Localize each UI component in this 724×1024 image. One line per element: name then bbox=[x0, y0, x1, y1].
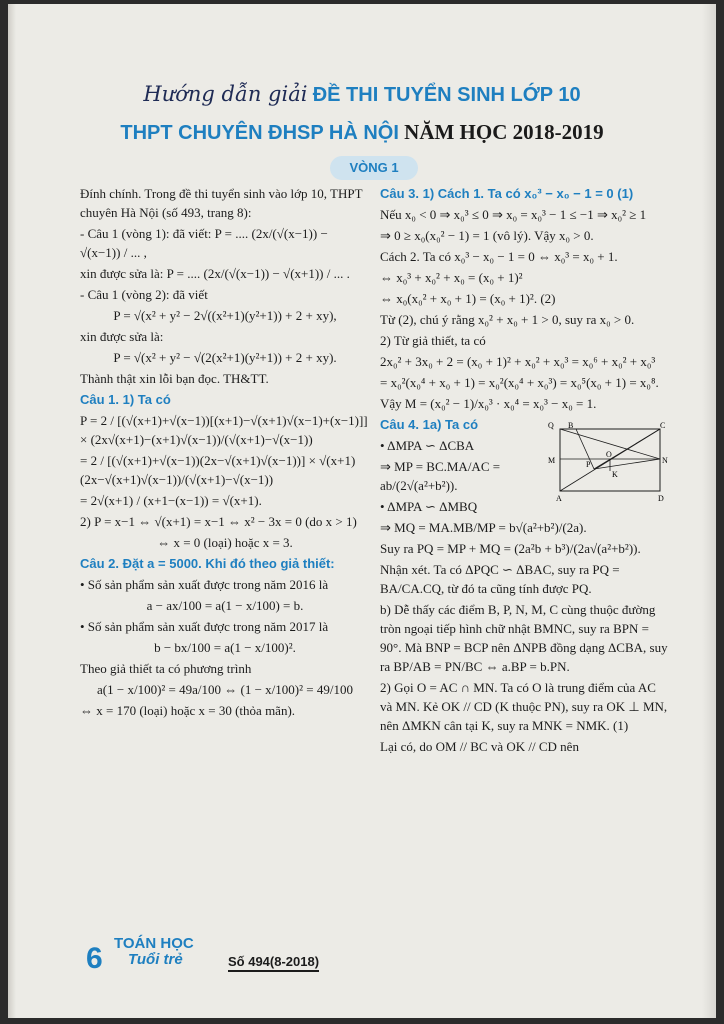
label-o: O bbox=[606, 450, 612, 459]
page-binding-shadow bbox=[8, 4, 16, 1018]
q3-line8: 2x₀² + 3x₀ + 2 = (x₀ + 1)² + x₀² + x₀³ = x₀⁶ + x₀² + x₀³ bbox=[380, 354, 656, 369]
rectangle-figure bbox=[546, 419, 670, 507]
erratum-q1-r2-wrong: P = √(x² + y² − 2√((x²+1)(y²+1)) + 2 + xy), bbox=[113, 308, 337, 323]
page-title-line2 bbox=[8, 120, 716, 145]
label-b: B bbox=[568, 421, 574, 430]
q4-line1: • ΔMPA ∽ ΔCBA bbox=[380, 438, 475, 453]
q3-line7: 2) Từ giả thiết, ta có bbox=[380, 333, 486, 348]
label-q: Q bbox=[548, 421, 554, 430]
q3-line5: ⇔ x₀(x₀² + x₀ + 1) = (x₀ + 1)². (2) bbox=[380, 291, 556, 306]
erratum-apology: Thành thật xin lỗi bạn đọc. TH&TT. bbox=[80, 371, 269, 386]
round-badge: VÒNG 1 bbox=[330, 156, 418, 180]
issue-number: Số 494(8-2018) bbox=[228, 954, 319, 972]
q3-line10: Vậy M = (x₀² − 1)/x₀³ · x₀⁴ = x₀³ − x₀ = 1. bbox=[380, 396, 597, 411]
q1-step2: = 2 / [(√(x+1)+√(x−1))(2x−√(x+1)√(x−1))] × √(x+1)(2x−√(x+1)√(x−1))/(√(x+1)−√(x−1)) bbox=[80, 453, 356, 487]
q1-part2-result: ⇔ x = 0 (loại) hoặc x = 3. bbox=[157, 535, 293, 550]
erratum-intro: Đính chính. Trong đề thi tuyển sinh vào lớp 10, THPT chuyên Hà Nội (số 493, trang 8): bbox=[80, 186, 363, 220]
q1-part2: 2) P = x−1 ⇔ √(x+1) = x−1 ⇔ x² − 3x = 0 (do x > 1) bbox=[80, 514, 357, 529]
label-n: N bbox=[662, 456, 668, 465]
q2-bullet1: • Số sản phẩm sản xuất được trong năm 2016 là bbox=[80, 577, 329, 592]
title-italic: Hướng dẫn giải bbox=[143, 82, 308, 106]
q2-eq3: a(1 − x/100)² = 49a/100 ⇔ (1 − x/100)² = 49/100 bbox=[97, 682, 353, 697]
q3-line1: Nếu x₀ < 0 ⇒ x₀³ ≤ 0 ⇒ x₀ = x₀³ − 1 ≤ −1 ⇒ x₀² ≥ 1 bbox=[380, 207, 647, 222]
q1-step1: P = 2 / [(√(x+1)+√(x−1))[(x+1)−√(x+1)√(x−1)+(x−1)]] × (2x√(x+1)−(x+1)√(x−1))/(√(x+1)−√(x−1)) bbox=[80, 413, 368, 447]
q4-line2: ⇒ MP = BC.MA/AC = ab/(2√(a²+b²)). bbox=[380, 459, 501, 493]
label-k: K bbox=[612, 470, 618, 479]
label-d: D bbox=[658, 494, 664, 503]
q4-remark: Nhận xét. Ta có ΔPQC ∽ ΔBAC, suy ra PQ = BA/CA.CQ, từ đó ta cũng tính được PQ. bbox=[380, 562, 620, 596]
page-edge-shadow bbox=[702, 4, 716, 1018]
q4-heading: Câu 4. 1a) Ta có bbox=[380, 417, 479, 432]
q2-heading: Câu 2. Đặt a = 5000. Khi đó theo giả thiết: bbox=[80, 556, 335, 571]
q3-line3: Cách 2. Ta có x₀³ − x₀ − 1 = 0 ⇔ x₀³ = x₀ + 1. bbox=[380, 249, 618, 264]
q2-eq2: b − bx/100 = a(1 − x/100)². bbox=[154, 640, 296, 655]
q2-result: ⇔ x = 170 (loại) hoặc x = 30 (thỏa mãn). bbox=[80, 703, 296, 718]
erratum-q1-r2-label: - Câu 1 (vòng 2): đã viết bbox=[80, 287, 208, 302]
logo-line1: TOÁN HỌC bbox=[114, 935, 194, 952]
q4-continue: Lại có, do OM // BC và OK // CD nên bbox=[380, 739, 579, 754]
q1-step3: = 2√(x+1) / (x+1−(x−1)) = √(x+1). bbox=[80, 493, 262, 508]
q3-line4: ⇔ x₀³ + x₀² + x₀ = (x₀ + 1)² bbox=[380, 270, 523, 285]
erratum-q1-r1-fixed: xin được sửa là: P = .... (2x/(√(x−1)) − √(x+1)) / ... . bbox=[80, 266, 350, 281]
q1-heading: Câu 1. 1) Ta có bbox=[80, 392, 171, 407]
page-title-line1 bbox=[8, 82, 716, 107]
q4-part-b: b) Dễ thấy các điểm B, P, N, M, C cùng thuộc đường tròn ngoại tiếp hình chữ nhật BMNC, suy ra BPN = 90°. Mà BNP = BCP nên ΔNPB đồng dạng ΔCBA, suy ra BP/AB = PN/BC ⇔ a.BP = b.PN. bbox=[380, 602, 668, 674]
magazine-logo bbox=[114, 936, 194, 968]
q4-line4: ⇒ MQ = MA.MB/MP = b√(a²+b²)/(2a). bbox=[380, 520, 587, 535]
title-bold: ĐỀ THI TUYỂN SINH LỚP 10 bbox=[312, 84, 581, 106]
left-column bbox=[80, 184, 370, 722]
title-year: NĂM HỌC 2018-2019 bbox=[404, 120, 604, 144]
q2-eq1: a − ax/100 = a(1 − x/100) = b. bbox=[146, 598, 304, 613]
logo-line2: Tuổi trẻ bbox=[128, 951, 183, 968]
magazine-page bbox=[8, 4, 716, 1018]
label-m: M bbox=[548, 456, 556, 465]
q3-line6: Từ (2), chú ý rằng x₀² + x₀ + 1 > 0, suy ra x₀ > 0. bbox=[380, 312, 635, 327]
erratum-q1-r2-fixed: P = √(x² + y² − √(2(x²+1)(y²+1)) + 2 + xy). bbox=[113, 350, 337, 365]
q4-line5: Suy ra PQ = MP + MQ = (2a²b + b³)/(2a√(a²+b²)). bbox=[380, 541, 641, 556]
erratum-fix-label: xin được sửa là: bbox=[80, 329, 164, 344]
erratum-q1-r1-wrong: - Câu 1 (vòng 1): đã viết: P = .... (2x/(√(x−1)) − √(x−1)) / ... , bbox=[80, 226, 328, 260]
page-number: 6 bbox=[86, 942, 103, 975]
q2-equation-intro: Theo giả thiết ta có phương trình bbox=[80, 661, 252, 676]
q2-bullet2: • Số sản phẩm sản xuất được trong năm 2017 là bbox=[80, 619, 329, 634]
right-column bbox=[380, 184, 670, 758]
q3-line9: = x₀²(x₀⁴ + x₀ + 1) = x₀²(x₀⁴ + x₀³) = x₀⁵(x₀ + 1) = x₀⁸. bbox=[380, 375, 659, 390]
q4-part-2: 2) Gọi O = AC ∩ MN. Ta có O là trung điểm của AC và MN. Kẻ OK // CD (K thuộc PN), suy ra OK ⊥ MN, nên ΔMKN cân tại K, suy ra MNK = NMK. (1) bbox=[380, 680, 668, 733]
label-c: C bbox=[660, 421, 666, 430]
title-school: THPT CHUYÊN ĐHSP HÀ NỘI bbox=[120, 122, 399, 144]
q4-line3: • ΔMPA ∽ ΔMBQ bbox=[380, 499, 478, 514]
label-p: P bbox=[586, 460, 591, 469]
q3-line2: ⇒ 0 ≥ x₀(x₀² − 1) = 1 (vô lý). Vậy x₀ > 0. bbox=[380, 228, 594, 243]
label-a: A bbox=[556, 494, 562, 503]
q3-heading: Câu 3. 1) Cách 1. Ta có x₀³ − x₀ − 1 = 0 (1) bbox=[380, 186, 634, 201]
